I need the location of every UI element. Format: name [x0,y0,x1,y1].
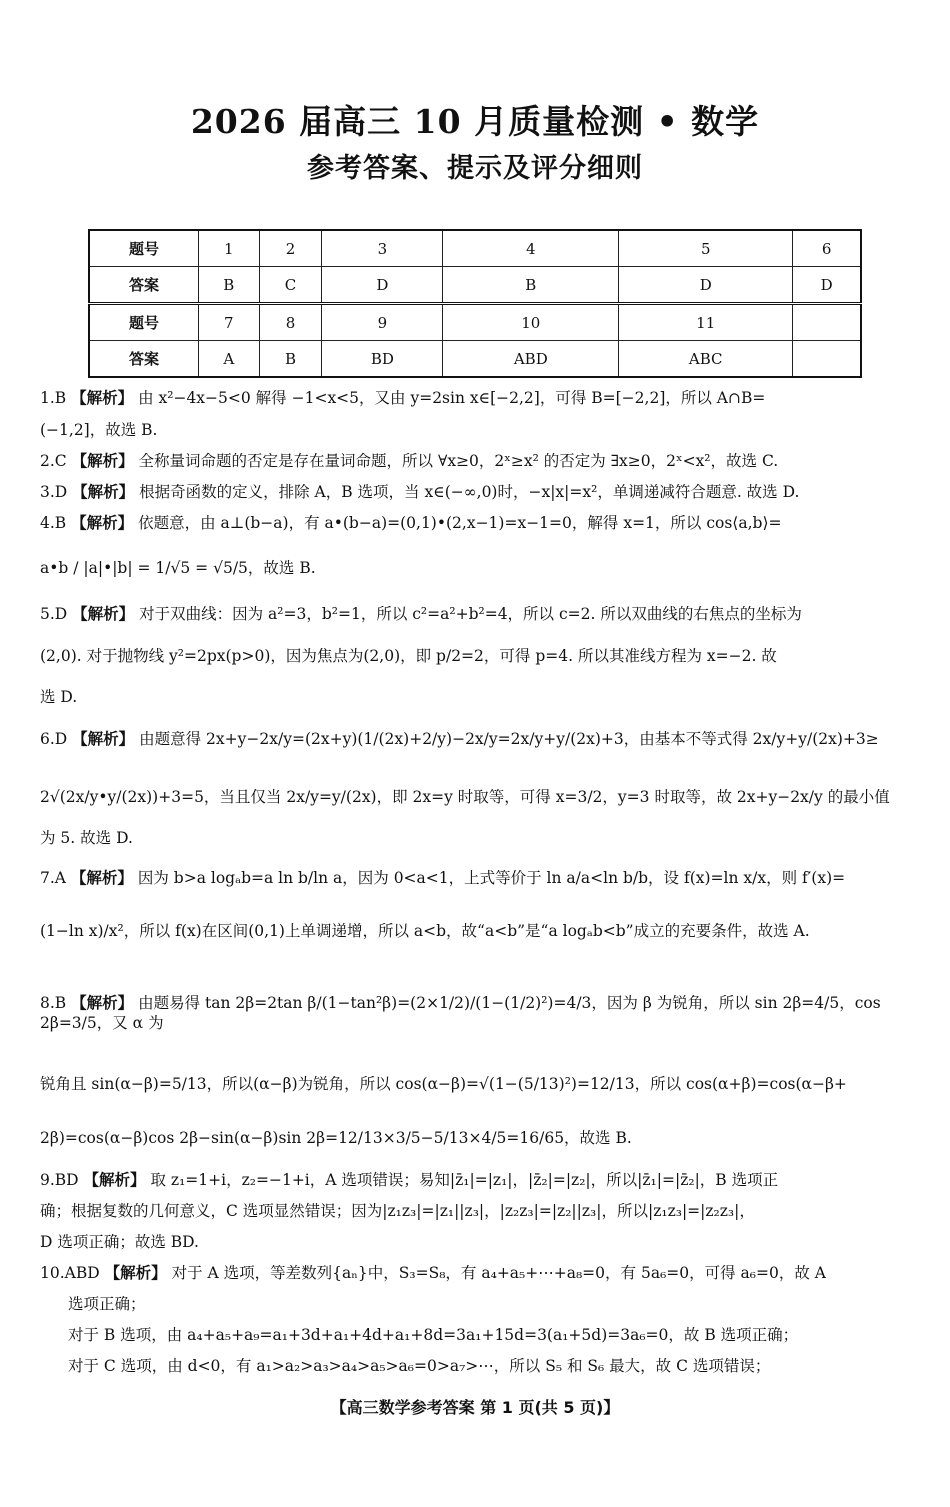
solution-text: 因为 b>a logₐb=a ln b/ln a，因为 0<a<1，上式等价于 ln a/a<ln b/b，设 f(x)=ln x/x，则 f′(x)= [137,869,846,887]
table-row [89,267,861,304]
row-label: 题号 [89,304,199,341]
solution-number: 5.D [40,605,68,623]
table-cell: 4 [443,230,619,267]
solution-10-line4: 对于 C 选项，由 d<0，有 a₁>a₂>a₃>a₄>a₅>a₆=0>a₇>⋯，所以 S₅ 和 S₆ 最大，故 C 选项错误； [68,1357,771,1375]
table-cell: D [322,267,443,304]
solution-10-line3: 对于 B 选项，由 a₄+a₅+a₉=a₁+3d+a₁+4d+a₁+8d=3a₁+15d=3(a₁+5d)=3a₆=0，故 B 选项正确； [68,1326,799,1344]
table-cell: ABD [443,341,619,378]
solution-number: 3.D [40,483,68,501]
analysis-tag: 【解析】 [71,452,134,470]
solution-9-line3: D 选项正确；故选 BD. [40,1233,199,1251]
solution-text: 取 z₁=1+i，z₂=−1+i，A 选项错误；易知|z̄₁|=|z₁|，|z̄₂|=|z₂|，所以|z̄₁|=|z̄₂|，B 选项正 [150,1171,779,1189]
table-cell: 5 [619,230,793,267]
table-cell: 9 [322,304,443,341]
solution-text: 由题易得 tan 2β=2tan β/(1−tan²β)=(2×1/2)/(1−(1/2)²)=4/3，因为 β 为锐角，所以 sin 2β=4/5，cos 2β=3/5，又 α 为 [40,994,881,1032]
solution-number: 6.D [40,730,68,748]
solution-5-line3: 选 D. [40,688,78,706]
solution-10 [40,1263,920,1283]
solution-4 [40,513,920,533]
solution-number: 2.C [40,452,67,470]
table-cell: B [443,267,619,304]
table-cell: 1 [199,230,260,267]
row-label: 答案 [89,341,199,378]
solution-text: 根据奇函数的定义，排除 A，B 选项，当 x∈(−∞,0)时，−x|x|=x²，单调递减符合题意. 故选 D. [139,483,800,501]
solution-number: 4.B [40,514,67,532]
table-cell: B [259,341,322,378]
page-subtitle: 参考答案、提示及评分细则 [307,153,643,184]
solution-3 [40,482,920,502]
answer-table [88,229,862,378]
row-label: 答案 [89,267,199,304]
solution-2 [40,451,920,471]
solution-6-line3: 为 5. 故选 D. [40,829,133,847]
solution-8-line2: 锐角且 sin(α−β)=5/13，所以(α−β)为锐角，所以 cos(α−β)=√(1−(5/13)²)=12/13，所以 cos(α+β)=cos(α−β+ [40,1075,847,1093]
table-cell: 11 [619,304,793,341]
solution-8-line3: 2β)=cos(α−β)cos 2β−sin(α−β)sin 2β=12/13×3/5−5/13×4/5=16/65，故选 B. [40,1129,632,1147]
solution-text: 由题意得 2x+y−2x/y=(2x+y)(1/(2x)+2/y)−2x/y=2x/y+y/(2x)+3，由基本不等式得 2x/y+y/(2x)+3≥ [139,730,879,748]
table-cell [793,304,861,341]
solution-number: 9.BD [40,1171,79,1189]
solution-number: 8.B [40,994,67,1012]
solution-4-line2: a•b / |a|•|b| = 1/√5 = √5/5，故选 B. [40,559,316,577]
solution-text: 由 x²−4x−5<0 解得 −1<x<5，又由 y=2sin x∈[−2,2]，可得 B=[−2,2]，所以 A∩B= [138,389,766,407]
solution-5 [40,604,920,624]
solution-text: 全称量词命题的否定是存在量词命题，所以 ∀x≥0，2ˣ≥x² 的否定为 ∃x≥0，2ˣ<x²，故选 C. [138,452,779,470]
solution-7-line2: (1−ln x)/x²，所以 f(x)在区间(0,1)上单调递增，所以 a<b，故“a<b”是“a logₐb<b”成立的充要条件，故选 A. [40,922,810,940]
table-cell: C [259,267,322,304]
solution-5-line2: (2,0). 对于抛物线 y²=2px(p>0)，因为焦点为(2,0)，即 p/2=2，可得 p=4. 所以其准线方程为 x=−2. 故 [40,647,777,665]
solution-6 [40,729,920,749]
page-title: 2026 届高三 10 月质量检测 • 数学 [190,102,760,141]
analysis-tag: 【解析】 [104,1264,167,1282]
analysis-tag: 【解析】 [72,483,135,501]
table-cell: 8 [259,304,322,341]
row-label: 题号 [89,230,199,267]
analysis-tag: 【解析】 [72,730,135,748]
analysis-tag: 【解析】 [71,514,134,532]
solution-7 [40,868,920,888]
analysis-tag: 【解析】 [72,605,135,623]
solution-8 [40,993,920,1033]
solution-number: 10.ABD [40,1264,100,1282]
analysis-tag: 【解析】 [71,389,134,407]
solution-6-line2: 2√(2x/y•y/(2x))+3=5，当且仅当 2x/y=y/(2x)，即 2x=y 时取等，可得 x=3/2，y=3 时取等，故 2x+y−2x/y 的最小值 [40,788,890,806]
solution-number: 1.B [40,389,67,407]
analysis-tag: 【解析】 [71,994,134,1012]
table-row [89,230,861,267]
table-cell [793,341,861,378]
table-cell: 2 [259,230,322,267]
solution-1 [40,388,920,408]
table-row [89,341,861,378]
analysis-tag: 【解析】 [70,869,133,887]
solution-text: 对于双曲线：因为 a²=3，b²=1，所以 c²=a²+b²=4，所以 c=2. 所以双曲线的右焦点的坐标为 [139,605,802,623]
solution-text: 对于 A 选项，等差数列{aₙ}中，S₃=S₈，有 a₄+a₅+⋯+a₈=0，有 5a₆=0，可得 a₆=0，故 A [171,1264,826,1282]
solution-9 [40,1170,920,1190]
solution-number: 7.A [40,869,66,887]
table-cell: 7 [199,304,260,341]
table-cell: D [793,267,861,304]
solution-10-line2: 选项正确； [68,1295,146,1313]
table-cell: BD [322,341,443,378]
table-cell: A [199,341,260,378]
table-cell: 3 [322,230,443,267]
solution-1-line2: (−1,2]，故选 B. [40,421,158,439]
table-row [89,304,861,341]
page-footer: 【高三数学参考答案 第 1 页(共 5 页)】 [330,1398,620,1417]
solution-9-line2: 确；根据复数的几何意义，C 选项显然错误；因为|z₁z₃|=|z₁||z₃|，|z₂z₃|=|z₂||z₃|，所以|z₁z₃|=|z₂z₃|， [40,1202,755,1220]
table-cell: D [619,267,793,304]
analysis-tag: 【解析】 [83,1171,146,1189]
solution-text: 依题意，由 a⊥(b−a)，有 a•(b−a)=(0,1)•(2,x−1)=x−1=0，解得 x=1，所以 cos⟨a,b⟩= [138,514,782,532]
table-cell: 6 [793,230,861,267]
table-cell: B [199,267,260,304]
table-cell: ABC [619,341,793,378]
table-cell: 10 [443,304,619,341]
